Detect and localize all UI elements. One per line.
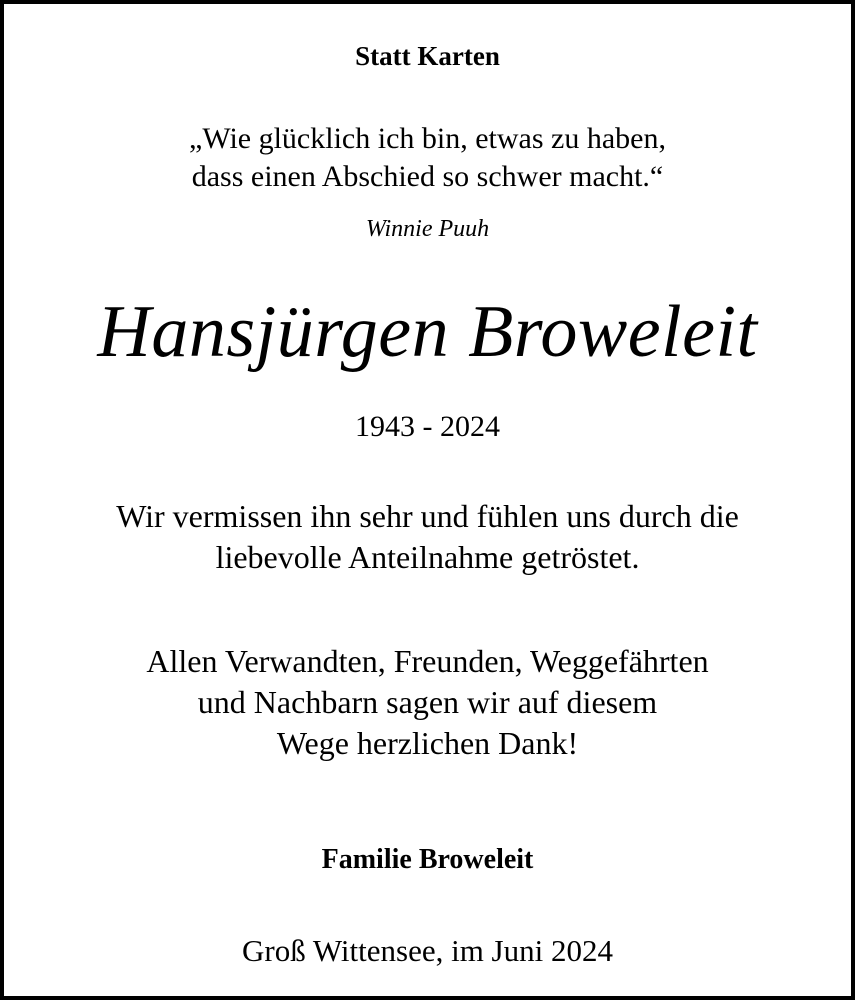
thanks-line: Wege herzlichen Dank! bbox=[276, 725, 579, 761]
message-line: liebevolle Anteilnahme getröstet. bbox=[215, 539, 640, 575]
thanks-line: Allen Verwandten, Freunden, Weggefährten bbox=[146, 643, 709, 679]
notice-header: Statt Karten bbox=[355, 41, 500, 71]
thanks-message bbox=[4, 641, 851, 764]
quote bbox=[4, 120, 851, 196]
thanks-line: und Nachbarn sagen wir auf diesem bbox=[197, 684, 658, 720]
message-line: Wir vermissen ihn sehr und fühlen uns durch die bbox=[116, 498, 739, 534]
quote-attribution: Winnie Puuh bbox=[365, 216, 490, 242]
remembrance-message bbox=[4, 496, 851, 578]
family-signature: Familie Broweleit bbox=[321, 844, 534, 875]
quote-line: „Wie glücklich ich bin, etwas zu haben, bbox=[189, 122, 666, 155]
life-years: 1943 - 2024 bbox=[355, 410, 500, 443]
place-and-date: Groß Wittensee, im Juni 2024 bbox=[241, 933, 613, 968]
quote-line: dass einen Abschied so schwer macht.“ bbox=[191, 160, 664, 193]
deceased-name: Hansjürgen Broweleit bbox=[97, 291, 758, 373]
